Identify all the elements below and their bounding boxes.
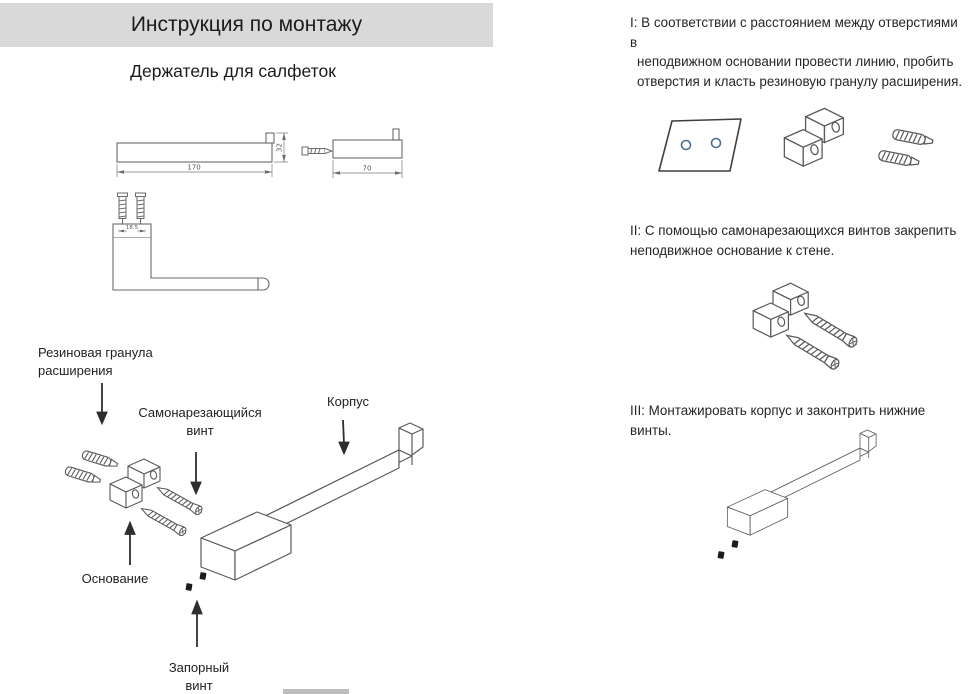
step1-text: I: В соответствии с расстоянием между отверстиями в неподвижном основании провести линию, пробить отверстия и класть резиновую гранулу расширения. bbox=[630, 15, 963, 89]
dim-length: 170 bbox=[187, 163, 201, 172]
label-korpus: Корпус bbox=[327, 394, 369, 409]
scan-artifact bbox=[283, 689, 349, 694]
header-band bbox=[0, 3, 493, 47]
step1-illustration bbox=[630, 100, 970, 205]
step3-text: III: Монтажировать корпус и законтрить нижние винты. bbox=[630, 403, 926, 438]
korpus-drawing bbox=[201, 423, 423, 580]
base-drawing bbox=[753, 283, 808, 337]
label-dowel: Резиновая гранула расширения bbox=[38, 345, 153, 378]
dowel-drawing-1 bbox=[81, 450, 118, 469]
screw-drawing-2 bbox=[784, 331, 841, 372]
dim-hole-spacing: 18.5 bbox=[125, 225, 139, 231]
front-view-drawing bbox=[117, 133, 274, 162]
label-base: Основание bbox=[81, 571, 149, 586]
product-subtitle: Держатель для салфеток bbox=[130, 61, 336, 81]
screw-drawing-1 bbox=[802, 309, 859, 350]
setscrew-drawing-2 bbox=[717, 551, 724, 559]
setscrew-drawing-1 bbox=[731, 540, 738, 548]
label-setscrew: Запорный винт bbox=[168, 660, 230, 693]
dowel-drawing-2 bbox=[64, 466, 101, 485]
dim-height: 32 bbox=[275, 143, 284, 152]
screw-drawing-2 bbox=[139, 504, 188, 537]
base-drawing bbox=[110, 459, 160, 508]
page-title: Инструкция по монтажу bbox=[130, 13, 363, 36]
setscrew-drawing-2 bbox=[185, 583, 192, 591]
setscrew-drawing-1 bbox=[199, 572, 206, 580]
dowel-drawing-1 bbox=[892, 129, 934, 147]
top-view-drawing bbox=[113, 193, 269, 290]
technical-drawing bbox=[80, 110, 450, 310]
korpus-drawing bbox=[727, 430, 876, 535]
plug-screw-icon-2 bbox=[136, 193, 146, 224]
side-view-drawing bbox=[302, 129, 402, 158]
plug-screw-icon-1 bbox=[118, 193, 128, 224]
step2-illustration bbox=[630, 268, 950, 378]
base-drawing bbox=[784, 108, 843, 166]
dowel-drawing-2 bbox=[878, 150, 920, 168]
wall-plate-drawing bbox=[659, 119, 741, 171]
step2-text: II: С помощью самонарезающихся винтов закрепить неподвижное основание к стене. bbox=[630, 223, 957, 258]
screw-side-icon bbox=[302, 147, 332, 155]
dim-depth: 70 bbox=[362, 164, 372, 173]
step3-illustration bbox=[680, 418, 970, 593]
label-screw: Самонарезающийся винт bbox=[138, 405, 262, 438]
